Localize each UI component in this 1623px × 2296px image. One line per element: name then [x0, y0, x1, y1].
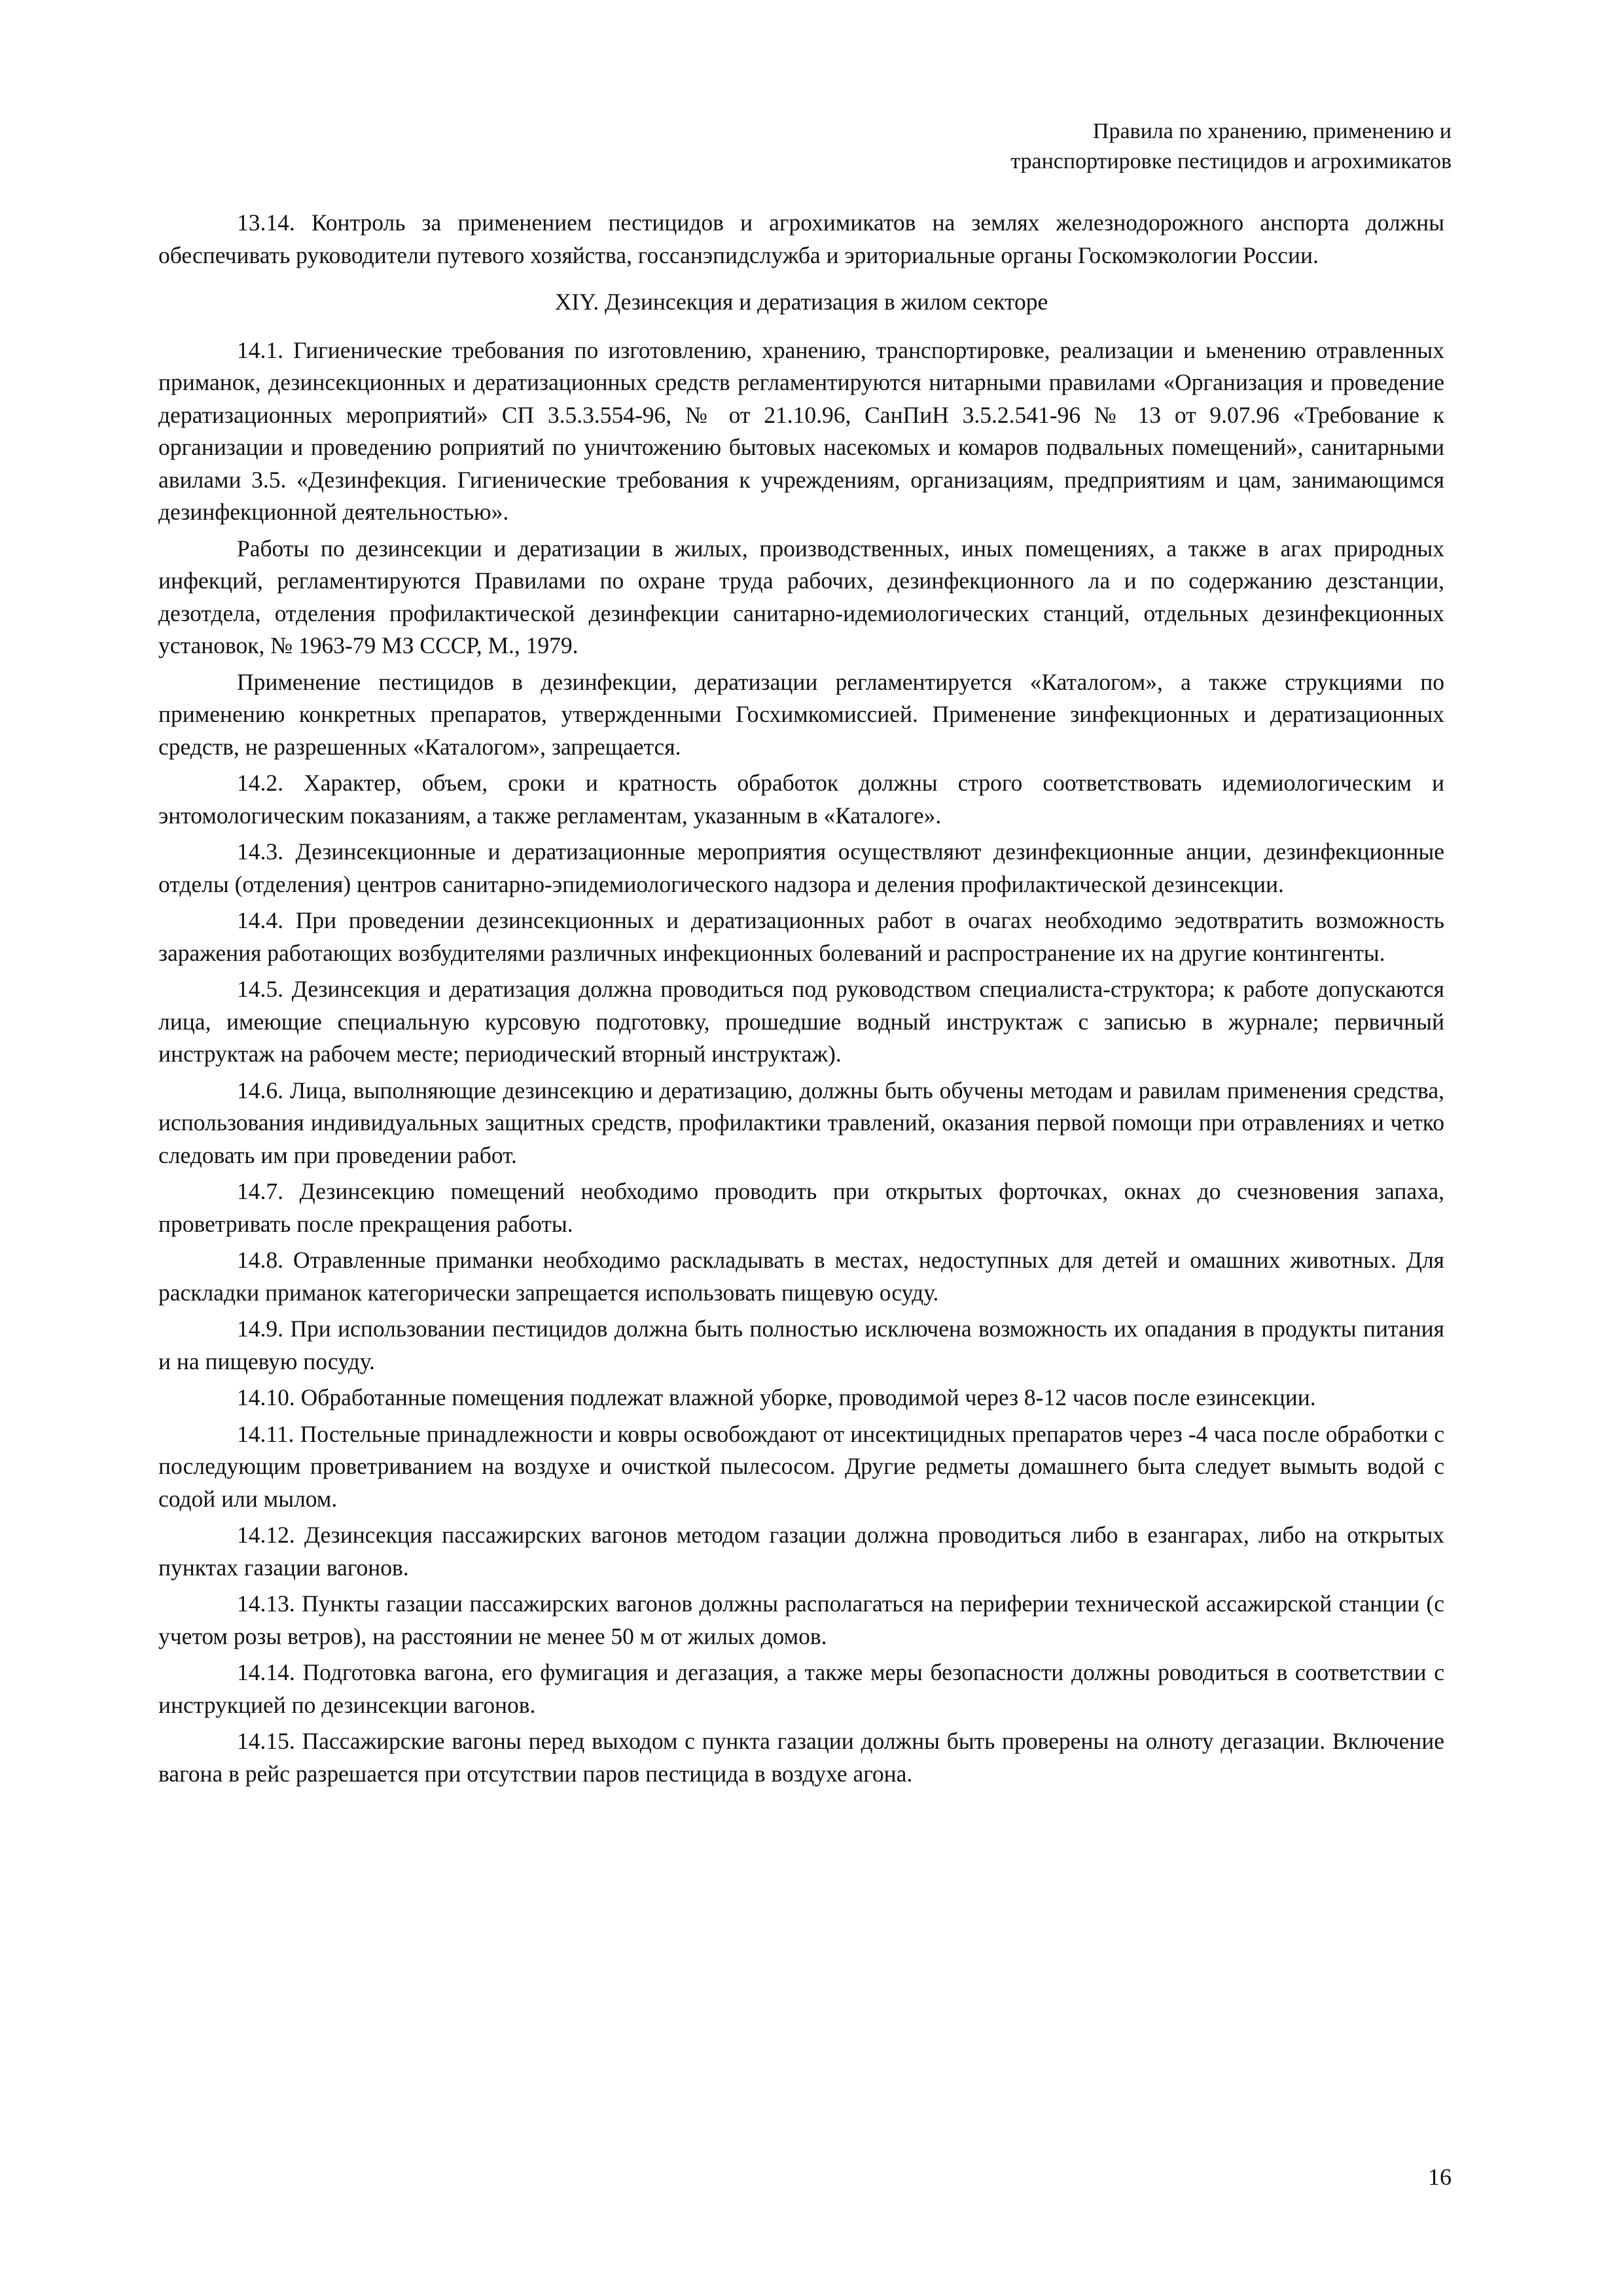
- paragraph-14-1: 14.1. Гигиенические требования по изготовлению, хранению, транспортировке, реализации и ьменению отравленных приманок, дезинсекционных и дератизационных средств регламентируются нитарными правилами «Организация и проведение дератизационных мероприятий» СП 3.5.3.554-96, № от 21.10.96, СанПиН 3.5.2.541-96 № 13 от 9.07.96 «Требование к организации и проведению роприятий по уничтожению бытовых насекомых и комаров подвальных помещений», санитарными авилами 3.5. «Дезинфекция. Гигиенические требования к учреждениям, организациям, предприятиям и цам, занимающимся дезинфекционной деятельностью».: [158, 336, 1444, 525]
- paragraph-work-rules: Работы по дезинсекции и дератизации в жилых, производственных, иных помещениях, а также в агах природных инфекций, регламентируются Правилами по охране труда рабочих, дезинфекционного ла и по содержанию дезстанции, дезотдела, отделения профилактической дезинфекции санитарно-идемиологических станций, отдельных дезинфекционных установок, № 1963-79 МЗ СССР, М., 1979.: [158, 535, 1444, 658]
- paragraph-catalog: Применение пестицидов в дезинфекции, дератизации регламентируется «Каталогом», а также струкциями по применению конкретных препаратов, утвержденными Госхимкомиссией. Применение зинфекционных и дератизационных средств, не разрешенных «Каталогом», запрещается.: [158, 668, 1444, 760]
- paragraph-14-12: 14.12. Дезинсекция пассажирских вагонов методом газации должна проводиться либо в езангарах, либо на открытых пунктах газации вагонов.: [158, 1522, 1444, 1581]
- paragraph-13-14: 13.14. Контроль за применением пестицидов и агрохимикатов на землях железнодорожного анспорта должны обеспечивать руководители путевого хозяйства, госсанэпидслужба и эриториальные органы Госкомэкологии России.: [158, 209, 1444, 268]
- paragraph-14-14: 14.14. Подготовка вагона, его фумигация и дегазация, а также меры безопасности должны роводиться в соответствии с инструкцией по дезинсекции вагонов.: [158, 1659, 1444, 1718]
- paragraph-14-7: 14.7. Дезинсекцию помещений необходимо проводить при открытых форточках, окнах до счезновения запаха, проветривать после прекращения работы.: [158, 1178, 1444, 1237]
- paragraph-14-9: 14.9. При использовании пестицидов должна быть полностью исключена возможность их опадания в продукты питания и на пищевую посуду.: [158, 1316, 1444, 1374]
- paragraph-14-10: 14.10. Обработанные помещения подлежат влажной уборке, проводимой через 8-12 часов после езинсекции.: [237, 1384, 1316, 1410]
- running-header: [1010, 117, 1452, 177]
- paragraph-14-11: 14.11. Постельные принадлежности и ковры освобождают от инсектицидных препаратов через -4 часа после обработки с последующим проветриванием на воздухе и очисткой пылесосом. Другие редметы домашнего быта следует вымыть водой с содой или мылом.: [158, 1420, 1444, 1512]
- paragraph-14-6: 14.6. Лица, выполняющие дезинсекцию и дератизацию, должны быть обучены методам и равилам применения средства, использования индивидуальных защитных средств, профилактики травлений, оказания первой помощи при отравлениях и четко следовать им при проведении работ.: [158, 1077, 1444, 1168]
- header-line-2: транспортировке пестицидов и агрохимикатов: [1010, 149, 1452, 173]
- document-body: [158, 207, 1444, 1794]
- paragraph-14-15: 14.15. Пассажирские вагоны перед выходом с пункта газации должны быть проверены на олноту дегазации. Включение вагона в рейс разрешается при отсутствии паров пестицида в воздухе агона.: [158, 1728, 1444, 1787]
- section-title: XIY. Дезинсекция и дератизация в жилом секторе: [554, 289, 1048, 315]
- paragraph-14-8: 14.8. Отравленные приманки необходимо раскладывать в местах, недоступных для детей и омашних животных. Для раскладки приманок категорически запрещается использовать пищевую осуду.: [158, 1247, 1444, 1306]
- header-line-1: Правила по хранению, применению и: [1092, 119, 1452, 143]
- paragraph-14-2: 14.2. Характер, объем, сроки и кратность обработок должны строго соответствовать идемиологическим и энтомологическим показаниям, а также регламентам, указанным в «Каталоге».: [158, 770, 1444, 829]
- paragraph-14-5: 14.5. Дезинсекция и дератизация должна проводиться под руководством специалиста-структора; к работе допускаются лица, имеющие специальную курсовую подготовку, прошедшие водный инструктаж с записью в журнале; первичный инструктаж на рабочем месте; периодический вторный инструктаж).: [158, 976, 1444, 1067]
- paragraph-14-4: 14.4. При проведении дезинсекционных и дератизационных работ в очагах необходимо эедотвратить возможность заражения работающих возбудителями различных инфекционных болеваний и распространение их на другие контингенты.: [158, 907, 1444, 966]
- page-number: 16: [1428, 2164, 1452, 2190]
- paragraph-14-13: 14.13. Пункты газации пассажирских вагонов должны располагаться на периферии технической ассажирской станции (с учетом розы ветров), на расстоянии не менее 50 м от жилых домов.: [158, 1590, 1444, 1649]
- paragraph-14-3: 14.3. Дезинсекционные и дератизационные мероприятия осуществляют дезинфекционные анции, дезинфекционные отделы (отделения) центров санитарно-эпидемиологического надзора и деления профилактической дезинсекции.: [158, 838, 1444, 897]
